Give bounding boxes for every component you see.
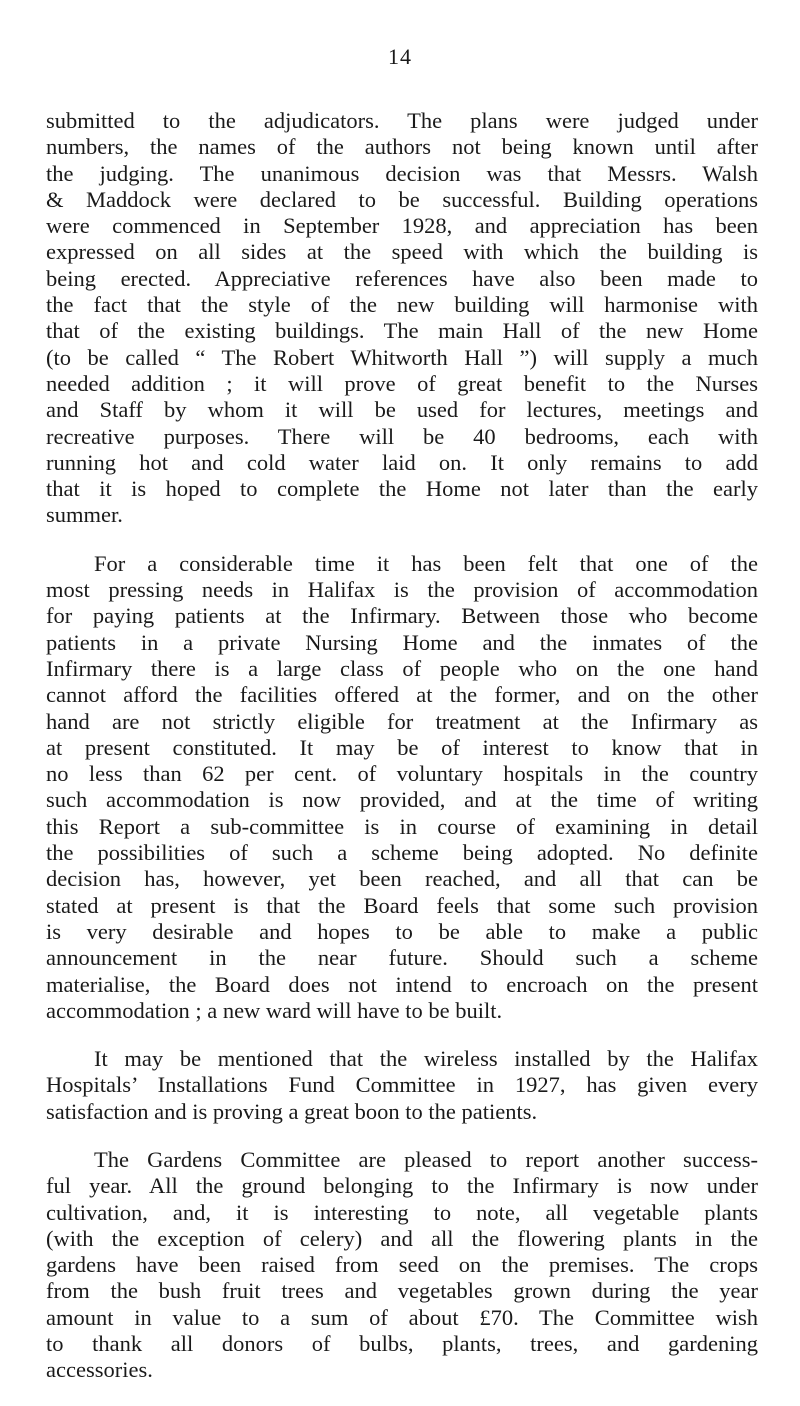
text-line: from the bush fruit trees and vegetables grown during the year bbox=[46, 1278, 758, 1304]
text-line: accessories. bbox=[46, 1357, 153, 1383]
paragraph-building-operations bbox=[46, 108, 758, 529]
text-line: summer. bbox=[46, 502, 123, 528]
text-line: It may be mentioned that the wireless installed by the Halifax bbox=[94, 1046, 758, 1072]
text-line: ful year. All the ground belonging to the Infirmary is now under bbox=[46, 1173, 758, 1199]
text-line: for paying patients at the Infirmary. Between those who become bbox=[46, 603, 758, 629]
text-line: The Gardens Committee are pleased to report another success- bbox=[94, 1146, 758, 1172]
text-line: materialise, the Board does not intend to encroach on the present bbox=[46, 971, 758, 997]
text-line: to thank all donors of bulbs, plants, trees, and gardening bbox=[46, 1331, 758, 1357]
page-number: 14 bbox=[388, 44, 412, 69]
text-line: Hospitals’ Installations Fund Committee in 1927, has given every bbox=[46, 1072, 758, 1098]
text-line: running hot and cold water laid on. It only remains to add bbox=[46, 449, 758, 475]
text-line: recreative purposes. There will be 40 bedrooms, each with bbox=[46, 423, 758, 449]
text-line: gardens have been raised from seed on the premises. The crops bbox=[46, 1252, 758, 1278]
text-line: were commenced in September 1928, and appreciation has been bbox=[46, 213, 758, 239]
text-line: cannot afford the facilities offered at the former, and on the other bbox=[46, 682, 758, 708]
text-line: (with the exception of celery) and all the flowering plants in the bbox=[46, 1225, 758, 1251]
text-line: the possibilities of such a scheme being adopted. No definite bbox=[46, 840, 758, 866]
text-line: satisfaction and is proving a great boon to the patients. bbox=[46, 1098, 538, 1124]
paragraph-wireless bbox=[46, 1046, 758, 1125]
text-line: the judging. The unanimous decision was that Messrs. Walsh bbox=[46, 160, 758, 186]
text-line: most pressing needs in Halifax is the provision of accommodation bbox=[46, 577, 758, 603]
text-line: needed addition ; it will prove of great benefit to the Nurses bbox=[46, 370, 758, 396]
text-line: & Maddock were declared to be successful. Building operations bbox=[46, 186, 758, 212]
text-line: that of the existing buildings. The main Hall of the new Home bbox=[46, 318, 758, 344]
paragraph-paying-patients bbox=[46, 551, 758, 1024]
text-line: amount in value to a sum of about £70. The Committee wish bbox=[46, 1304, 758, 1330]
text-line: submitted to the adjudicators. The plans were judged under bbox=[46, 108, 758, 133]
text-line: at present constituted. It may be of interest to know that in bbox=[46, 734, 758, 760]
text-line: Infirmary there is a large class of people who on the one hand bbox=[46, 655, 758, 681]
text-line: cultivation, and, it is interesting to note, all vegetable plants bbox=[46, 1199, 758, 1225]
text-line: stated at present is that the Board feels that some such provision bbox=[46, 892, 758, 918]
text-line: hand are not strictly eligible for treatment at the Infirmary as bbox=[46, 708, 758, 734]
text-line: this Report a sub-committee is in course of examining in detail bbox=[46, 813, 758, 839]
text-line: the fact that the style of the new building will harmonise with bbox=[46, 292, 758, 318]
text-line: being erected. Appreciative references have also been made to bbox=[46, 265, 758, 291]
text-line: such accommodation is now provided, and at the time of writing bbox=[46, 787, 758, 813]
text-line: (to be called “ The Robert Whitworth Hall ”) will supply a much bbox=[46, 344, 758, 370]
text-line: accommodation ; a new ward will have to be built. bbox=[46, 997, 503, 1023]
text-line: For a considerable time it has been felt that one of the bbox=[94, 550, 758, 576]
text-line: decision has, however, yet been reached, and all that can be bbox=[46, 866, 758, 892]
body-text bbox=[46, 108, 758, 1406]
paragraph-gardens-committee bbox=[46, 1147, 758, 1384]
text-line: is very desirable and hopes to be able to make a public bbox=[46, 918, 758, 944]
text-line: and Staff by whom it will be used for lectures, meetings and bbox=[46, 397, 758, 423]
text-line: numbers, the names of the authors not being known until after bbox=[46, 134, 758, 160]
text-line: announcement in the near future. Should such a scheme bbox=[46, 945, 758, 971]
text-line: that it is hoped to complete the Home not later than the early bbox=[46, 476, 758, 502]
text-line: expressed on all sides at the speed with which the building is bbox=[46, 239, 758, 265]
text-line: no less than 62 per cent. of voluntary hospitals in the country bbox=[46, 761, 758, 787]
text-line: patients in a private Nursing Home and the inmates of the bbox=[46, 629, 758, 655]
